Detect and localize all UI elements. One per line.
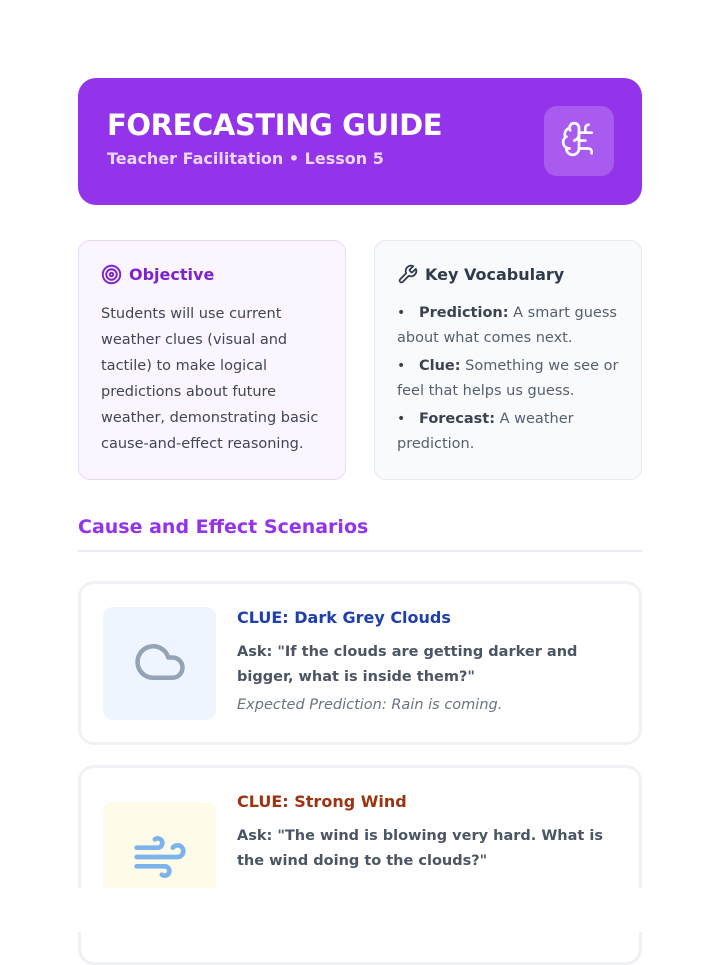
scenario-question: Ask: "The wind is blowing very hard. What is the wind doing to the clouds?" (237, 828, 603, 869)
objective-box (78, 240, 346, 480)
scenario-clue: CLUE: Strong Wind (237, 792, 407, 811)
cloud-icon (133, 635, 187, 693)
vocab-definition: A smart guess about what comes next. (397, 305, 617, 346)
vocab-term: Prediction: (419, 305, 509, 321)
objective-text: Students will use current weather clues (visual and tactile) to make logical predictions about future weather, demonstrating basic cause-and-effect reasoning. (101, 306, 319, 452)
objective-heading (101, 263, 214, 285)
section-divider (78, 550, 642, 552)
target-icon (101, 263, 123, 285)
vocabulary-heading-label: Key Vocabulary (425, 264, 565, 284)
vocab-definition: Something we see or feel that helps us guess. (397, 358, 619, 399)
vocab-definition: A weather prediction. (397, 411, 574, 452)
section-title: Cause and Effect Scenarios (78, 516, 369, 538)
vocab-term: Forecast: (419, 411, 496, 427)
scenario-question: Ask: "If the clouds are getting darker and bigger, what is inside them?" (237, 644, 578, 685)
header-badge (544, 106, 614, 176)
page-title: FORECASTING GUIDE (107, 108, 443, 142)
wind-icon (132, 829, 188, 889)
list-item (397, 407, 623, 457)
wrench-icon (397, 263, 419, 285)
vocabulary-heading (397, 263, 564, 285)
page-bottom-margin (0, 888, 720, 932)
scenario-clue: CLUE: Dark Grey Clouds (237, 608, 451, 627)
brain-icon (560, 120, 598, 162)
list-item (397, 301, 623, 351)
objective-heading-label: Objective (129, 264, 215, 284)
scenario-icon-box (103, 607, 216, 720)
scenario-expected: Expected Prediction: Rain is coming. (237, 697, 503, 713)
vocabulary-box (374, 240, 642, 480)
scenario-card (78, 765, 642, 965)
page-subtitle: Teacher Facilitation • Lesson 5 (107, 149, 384, 168)
lesson-header (78, 78, 642, 205)
scenario-card (78, 581, 642, 745)
vocabulary-list (397, 301, 623, 460)
vocab-term: Clue: (419, 358, 461, 374)
list-item (397, 354, 623, 404)
